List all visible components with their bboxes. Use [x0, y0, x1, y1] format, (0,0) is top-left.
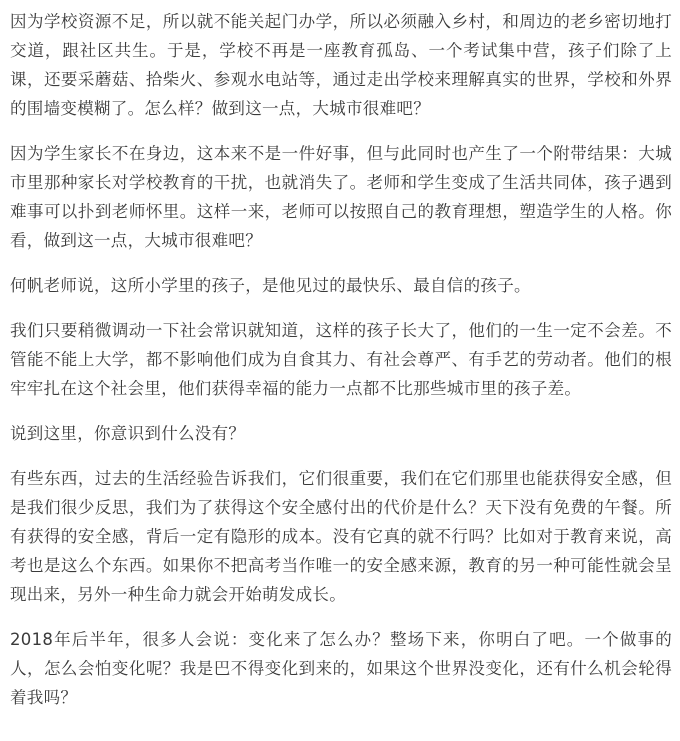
paragraph-2: 因为学生家长不在身边，这本来不是一件好事，但与此同时也产生了一个附带结果：大城市里那种家长对学校教育的干扰，也就消失了。老师和学生变成了生活共同体，孩子遇到难事可以扑到老师怀里。这样一来，老师可以按照自己的教育理想，塑造学生的人格。你看，做到这一点，大城市很难吧？: [10, 144, 672, 250]
paragraph-6: 有些东西，过去的生活经验告诉我们，它们很重要，我们在它们那里也能获得安全感，但是我们很少反思，我们为了获得这个安全感付出的代价是什么？天下没有免费的午餐。所有获得的安全感，背后一定有隐形的成本。没有它真的就不行吗？比如对于教育来说，高考也是这么个东西。如果你不把高考当作唯一的安全感来源，教育的另一种可能性就会呈现出来，另外一种生命力就会开始萌发成长。: [10, 469, 672, 604]
paragraph-7: 2018年后半年，很多人会说：变化来了怎么办？整场下来，你明白了吧。一个做事的人，怎么会怕变化呢？我是巴不得变化到来的，如果这个世界没变化，还有什么机会轮得着我吗？: [10, 630, 672, 707]
paragraph-3: 何帆老师说，这所小学里的孩子，是他见过的最快乐、最自信的孩子。: [10, 276, 531, 295]
paragraph-5: 说到这里，你意识到什么没有？: [10, 424, 246, 443]
paragraph-1: 因为学校资源不足，所以就不能关起门办学，所以必须融入乡村，和周边的老乡密切地打交道，跟社区共生。于是，学校不再是一座教育孤岛、一个考试集中营，孩子们除了上课，还要采蘑菇、拾柴火、参观水电站等，通过走出学校来理解真实的世界，学校和外界的围墙变模糊了。怎么样？做到这一点，大城市很难吧？: [10, 12, 672, 118]
article-body: [10, 7, 672, 712]
paragraph-4: 我们只要稍微调动一下社会常识就知道，这样的孩子长大了，他们的一生一定不会差。不管能不能上大学，都不影响他们成为自食其力、有社会尊严、有手艺的劳动者。他们的根牢牢扎在这个社会里，他们获得幸福的能力一点都不比那些城市里的孩子差。: [10, 321, 672, 398]
